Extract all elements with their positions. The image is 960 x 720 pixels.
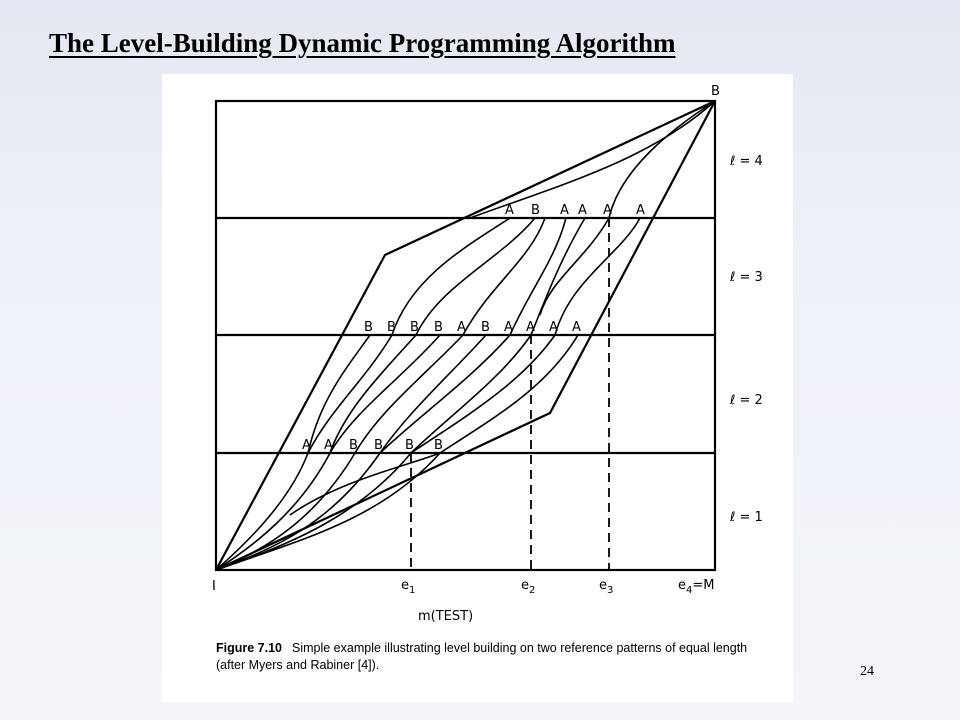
level-label-2: ℓ = 2 — [730, 393, 763, 408]
level-label-4: ℓ = 4 — [730, 154, 763, 169]
caption-text: Simple example illustrating level building on two reference patterns of equal length (after Myers and Rabiner [4]). — [216, 641, 748, 672]
row-letter: B — [387, 320, 396, 335]
row-letter: A — [457, 320, 466, 335]
path-l1 — [216, 453, 411, 570]
path-l2 — [411, 335, 555, 453]
row-letter: A — [578, 203, 587, 218]
row-letter: B — [349, 438, 358, 453]
row-letter: A — [302, 438, 311, 453]
corner-label-start: I — [212, 579, 216, 594]
path-l3 — [531, 218, 585, 335]
row-letter: A — [560, 203, 569, 218]
row-letter: B — [531, 203, 540, 218]
slide-title: The Level-Building Dynamic Programming Algorithm — [49, 28, 676, 58]
page-number: 24 — [860, 664, 874, 679]
path-l2 — [440, 335, 578, 453]
caption-label: Figure 7.10 — [216, 641, 282, 655]
figure-caption — [216, 640, 776, 674]
path-l2 — [330, 335, 440, 453]
row-letter: A — [636, 203, 645, 218]
axis-tick-e2: $e_2$ — [521, 578, 536, 596]
row-letter: A — [603, 203, 612, 218]
axis-tick-e1: $e_1$ — [401, 578, 416, 596]
row-letter: A — [505, 203, 514, 218]
level-label-1: ℓ = 1 — [730, 510, 763, 525]
row-letter: B — [405, 438, 414, 453]
row-letter: B — [481, 320, 490, 335]
row-letter: B — [410, 320, 419, 335]
axis-tick-e4: $e_4=M$ — [678, 578, 715, 596]
path-l1 — [216, 453, 355, 570]
path-l3 — [392, 218, 510, 335]
row-letter: B — [434, 438, 443, 453]
row-letter: B — [364, 320, 373, 335]
path-l3 — [416, 218, 535, 335]
row-letter: A — [504, 320, 513, 335]
row-letter: A — [324, 438, 333, 453]
row-letter: A — [526, 320, 535, 335]
path-l2 — [355, 335, 463, 453]
corner-label-end: B — [711, 84, 720, 99]
path-l2 — [290, 453, 440, 515]
axis-label: m(TEST) — [418, 609, 474, 624]
axis-tick-e3: $e_3$ — [599, 578, 614, 596]
row-letter: B — [374, 438, 383, 453]
row-letter: A — [572, 320, 581, 335]
row-letter: B — [434, 320, 443, 335]
row-letter: A — [549, 320, 558, 335]
path-l3 — [463, 218, 545, 335]
path-l2 — [380, 335, 486, 453]
level-label-3: ℓ = 3 — [730, 270, 763, 285]
